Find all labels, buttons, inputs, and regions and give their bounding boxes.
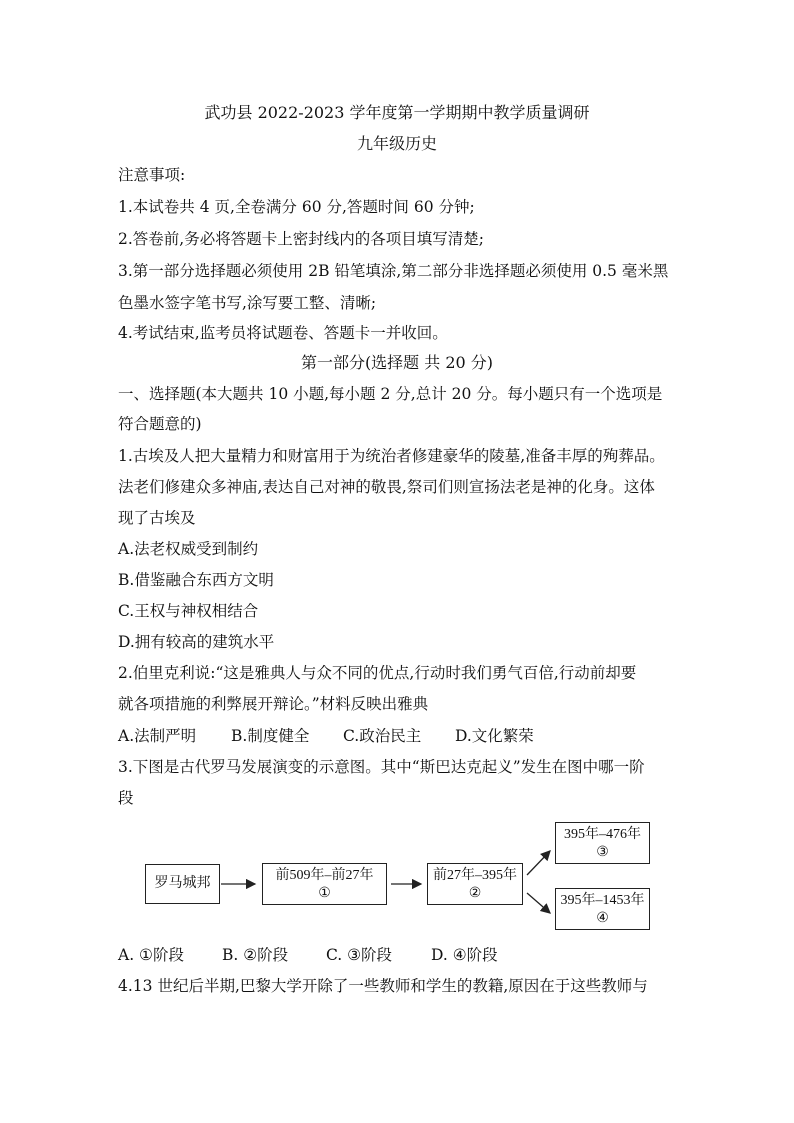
exam-title: 武功县 2022-2023 学年度第一学期期中教学质量调研 bbox=[204, 103, 590, 122]
q3-option-a: A. ①阶段 bbox=[118, 946, 184, 964]
stage-label: 罗马城邦 bbox=[154, 876, 211, 891]
q2-option-d: D.文化繁荣 bbox=[455, 727, 534, 745]
q2-option-c: C.政治民主 bbox=[343, 727, 422, 745]
q3-option-b: B. ②阶段 bbox=[222, 946, 289, 964]
q1-option-d: D.拥有较高的建筑水平 bbox=[118, 633, 275, 651]
stage-mark: ② bbox=[468, 886, 482, 901]
q3-option-c: C. ③阶段 bbox=[326, 946, 393, 964]
q3-options bbox=[118, 945, 498, 965]
stage-box-4 bbox=[555, 888, 650, 930]
q2-options bbox=[118, 726, 534, 746]
stage-mark: ③ bbox=[596, 845, 609, 860]
q3-option-d: D. ④阶段 bbox=[431, 946, 498, 964]
q4-stem: 4.13 世纪后半期,巴黎大学开除了一些教师和学生的教籍,原因在于这些教师与 bbox=[118, 977, 648, 995]
q2-stem: 2.伯里克利说:“这是雅典人与众不同的优点,行动时我们勇气百倍,行动前却要 bbox=[118, 664, 637, 682]
stage-period: 395年–476年 bbox=[564, 827, 641, 842]
part1-instruction: 一、选择题(本大题共 10 小题,每小题 2 分,总计 20 分。每小题只有一个选项是 bbox=[118, 385, 663, 403]
q2-option-b: B.制度健全 bbox=[231, 727, 310, 745]
notice-heading: 注意事项: bbox=[118, 166, 186, 184]
q1-option-a: A.法老权威受到制约 bbox=[118, 540, 259, 558]
stage-period: 395年–1453年 bbox=[560, 893, 645, 908]
q1-option-b: B.借鉴融合东西方文明 bbox=[118, 571, 274, 589]
q1-option-c: C.王权与神权相结合 bbox=[118, 602, 259, 620]
notice-item: 2.答卷前,务必将答题卡上密封线内的各项目填写清楚; bbox=[118, 230, 484, 248]
stage-period: 前509年–前27年 bbox=[275, 868, 374, 883]
stage-period: 前27年–395年 bbox=[433, 868, 517, 883]
stage-box-2 bbox=[427, 863, 523, 905]
stage-box-3 bbox=[555, 822, 650, 864]
arrow bbox=[527, 851, 550, 875]
stage-mark: ④ bbox=[596, 911, 609, 926]
stage-box-rome-city-state bbox=[145, 864, 220, 904]
q1-stem: 法老们修建众多神庙,表达自己对神的敬畏,祭司们则宣扬法老是神的化身。这体 bbox=[118, 478, 655, 496]
notice-item: 4.考试结束,监考员将试题卷、答题卡一并收回。 bbox=[118, 324, 448, 342]
arrow bbox=[527, 893, 550, 913]
q3-stem: 3.下图是古代罗马发展演变的示意图。其中“斯巴达克起义”发生在图中哪一阶 bbox=[118, 758, 645, 776]
q1-stem: 现了古埃及 bbox=[118, 509, 196, 527]
notice-item: 色墨水签字笔书写,涂写要工整、清晰; bbox=[118, 294, 377, 312]
stage-box-1 bbox=[262, 863, 387, 905]
q1-stem: 1.古埃及人把大量精力和财富用于为统治者修建豪华的陵墓,准备丰厚的殉葬品。 bbox=[118, 447, 665, 465]
notice-item: 3.第一部分选择题必须使用 2B 铅笔填涂,第二部分非选择题必须使用 0.5 毫米黑 bbox=[118, 262, 669, 280]
q2-stem: 就各项措施的利弊展开辩论。”材料反映出雅典 bbox=[118, 695, 429, 713]
part1-instruction: 符合题意的) bbox=[118, 415, 202, 433]
stage-mark: ① bbox=[318, 886, 331, 901]
part1-title: 第一部分(选择题 共 20 分) bbox=[300, 353, 494, 372]
notice-item: 1.本试卷共 4 页,全卷满分 60 分,答题时间 60 分钟; bbox=[118, 198, 475, 216]
exam-subtitle: 九年级历史 bbox=[356, 134, 437, 153]
q2-option-a: A.法制严明 bbox=[118, 727, 197, 745]
q3-stem: 段 bbox=[118, 789, 134, 807]
